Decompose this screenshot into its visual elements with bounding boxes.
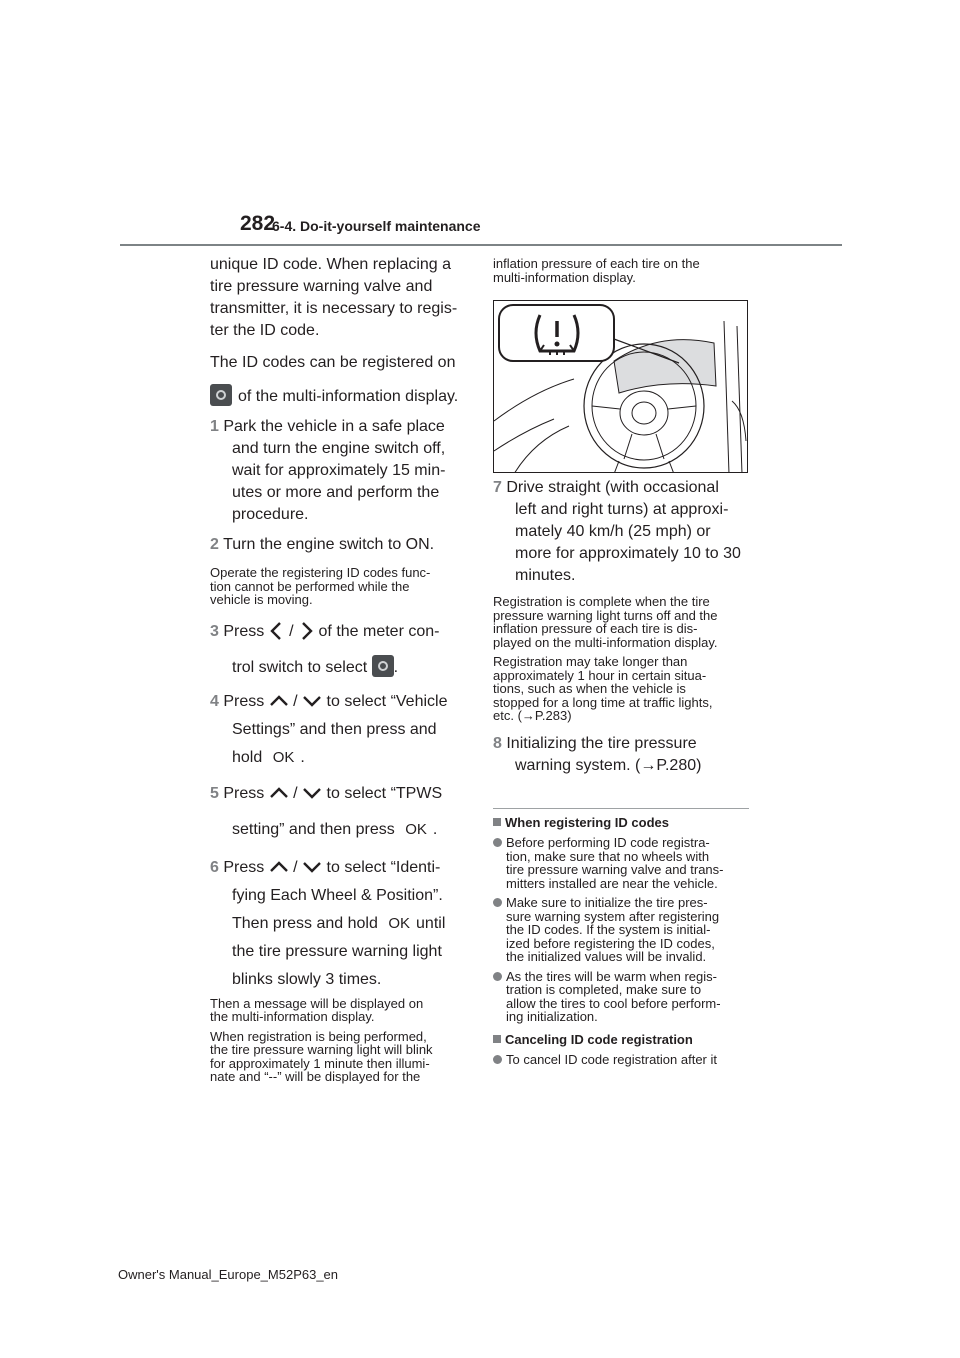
text-line: approximately 1 hour in certain situa- [493, 667, 707, 683]
step-number: 2 [210, 536, 219, 553]
header-rule [120, 244, 842, 246]
bullet-dot-icon [493, 972, 502, 981]
text-line: etc. (→P.283) [493, 708, 572, 723]
text-span: Press [223, 784, 265, 802]
dashboard-illustration [493, 300, 748, 473]
text-line: played on the multi-information display. [493, 634, 718, 650]
text-span: allow the tires to cool before perform- [506, 995, 721, 1011]
step-2 [210, 534, 470, 556]
text-line: Settings” and then press and [232, 720, 437, 738]
text-line [210, 691, 470, 713]
text-line: blinks slowly 3 times. [232, 970, 382, 988]
text-line: pressure warning light turns off and the [493, 607, 718, 623]
section-title: 6-4. Do-it-yourself maintenance [272, 218, 481, 234]
text-line: the multi-information display. [210, 1009, 375, 1024]
text-span: As the tires will be warm when regis- [506, 968, 717, 984]
text-span: / [293, 784, 298, 802]
text-line: wait for approximately 15 min- [232, 462, 446, 479]
text-span: Canceling ID code registration [505, 1031, 693, 1047]
left-column [210, 254, 470, 1084]
text-line: inflation pressure of each tire is dis- [493, 621, 698, 636]
text-span: to select “Vehicle [326, 692, 448, 710]
text-line: warning system. (→P.280) [515, 756, 702, 774]
step-number: 4 [210, 692, 219, 710]
text-line: left and right turns) at approxi- [515, 501, 729, 518]
text-span: Turn the engine switch to ON. [223, 536, 435, 553]
bullet-dot-icon [493, 1055, 502, 1064]
text-span: / [293, 858, 298, 876]
text-line [210, 416, 470, 438]
text-span: ing initialization. [506, 1009, 598, 1024]
divider [493, 808, 749, 809]
text-span: . [300, 748, 305, 766]
text-span: Make sure to initialize the tire pres- [506, 895, 708, 910]
text-line [210, 384, 470, 408]
paragraph-intro [210, 254, 470, 342]
bullet-dot-icon [493, 898, 502, 907]
text-span: to select “Identi- [326, 858, 441, 876]
text-span: until [416, 914, 446, 932]
text-line: multi-information display. [493, 269, 636, 285]
text-span: hold [232, 748, 263, 766]
text-span: When registering ID codes [505, 815, 669, 830]
text-span: / [289, 622, 294, 640]
note-complete [493, 595, 749, 649]
text-span: the initialized values will be invalid. [506, 949, 707, 964]
text-span: of the multi-information display. [238, 388, 459, 405]
text-span: the ID codes. If the system is initial- [506, 922, 711, 937]
steering-wheel-illustration [494, 301, 748, 473]
text-line: vehicle is moving. [210, 592, 313, 607]
settings-icon [210, 384, 232, 406]
step-7 [493, 477, 749, 587]
text-line: unique ID code. When replacing a [210, 256, 452, 273]
text-span: Park the vehicle in a safe place [223, 418, 445, 435]
text-line [210, 747, 470, 769]
text-span: mitters installed are near the vehicle. [506, 875, 718, 891]
text-line: for approximately 1 minute then illumi- [210, 1055, 430, 1071]
text-line [210, 857, 470, 879]
chevron-down-icon [302, 786, 322, 800]
text-line: ter the ID code. [210, 322, 320, 339]
step-4 [210, 691, 470, 769]
text-span: . [393, 658, 399, 676]
text-line [210, 819, 470, 841]
text-span: / [293, 692, 298, 710]
note-longer [493, 655, 749, 723]
text-line [210, 783, 470, 805]
paragraph-register [210, 352, 470, 408]
text-span: setting” and then press [232, 820, 395, 838]
text-line: stopped for a long time at traffic lights, [493, 694, 713, 710]
notes-section [493, 815, 749, 1066]
text-span: tration is completed, make sure to [506, 982, 702, 997]
step-1 [210, 416, 470, 526]
text-span: trol switch to select [232, 658, 368, 676]
text-line: The ID codes can be registered on [210, 354, 456, 371]
text-span: Then press and hold [232, 914, 378, 932]
step-number: 1 [210, 418, 219, 435]
text-line: mately 40 km/h (25 mph) or [515, 523, 711, 540]
text-line: procedure. [232, 506, 309, 523]
bullet-item [493, 896, 749, 964]
chevron-up-icon [269, 860, 289, 874]
text-line [210, 621, 470, 643]
text-span: tion, make sure that no wheels with [506, 848, 710, 864]
step-number: 6 [210, 858, 219, 876]
text-line [210, 655, 470, 679]
text-line [210, 913, 470, 935]
text-span: ized before registering the ID codes, [506, 935, 715, 951]
text-span: Press [223, 692, 265, 710]
footer-text: Owner's Manual_Europe_M52P63_en [118, 1267, 339, 1282]
text-span: to select “TPWS [326, 784, 443, 802]
text-line: more for approximately 10 to 30 [515, 545, 741, 562]
heading-registering [493, 815, 749, 830]
right-top-text [493, 257, 749, 284]
text-span: Before performing ID code registra- [506, 835, 710, 850]
text-span: Drive straight (with occasional [506, 479, 719, 496]
chevron-left-icon [269, 621, 285, 641]
text-span: sure warning system after registering [506, 908, 720, 924]
step-number: 5 [210, 784, 219, 802]
note-message [210, 997, 470, 1024]
ok-icon: OK [388, 914, 411, 932]
note-moving [210, 566, 470, 607]
text-line: tion cannot be performed while the [210, 578, 410, 594]
bullet-item [493, 970, 749, 1024]
square-bullet-icon [493, 1035, 501, 1043]
bullet-dot-icon [493, 838, 502, 847]
text-span: of the meter con- [318, 622, 440, 640]
text-line [493, 477, 749, 499]
right-column [493, 477, 749, 777]
text-line: the tire pressure warning light [232, 942, 442, 960]
text-span: Press [223, 858, 265, 876]
square-bullet-icon [493, 818, 501, 826]
text-span: Press [223, 622, 265, 640]
text-line: Registration may take longer than [493, 654, 688, 669]
text-span: Initializing the tire pressure [506, 734, 697, 752]
note-inflation [493, 257, 749, 284]
text-line: tire pressure warning valve and [210, 278, 433, 295]
text-line [493, 733, 749, 755]
step-number: 3 [210, 622, 219, 640]
text-line: nate and “--” will be displayed for the [210, 1069, 421, 1084]
text-line: and turn the engine switch off, [232, 440, 446, 457]
text-line: Registration is complete when the tire [493, 594, 710, 609]
text-span: tire pressure warning valve and trans- [506, 862, 724, 877]
text-line: the tire pressure warning light will blink [210, 1042, 433, 1057]
step-6 [210, 857, 470, 991]
chevron-up-icon [269, 694, 289, 708]
chevron-right-icon [298, 621, 314, 641]
chevron-up-icon [269, 786, 289, 800]
step-3 [210, 621, 470, 679]
text-line: minutes. [515, 567, 576, 584]
text-line: Then a message will be displayed on [210, 995, 424, 1011]
text-line: inflation pressure of each tire on the [493, 256, 700, 271]
chevron-down-icon [302, 860, 322, 874]
bullet-item [493, 836, 749, 890]
ok-icon: OK [405, 820, 427, 838]
page-number: 282 [240, 212, 276, 235]
text-line: When registration is being performed, [210, 1028, 427, 1044]
step-5 [210, 783, 470, 841]
heading-canceling [493, 1032, 749, 1047]
text-span: . [432, 820, 438, 838]
text-line: transmitter, it is necessary to regis- [210, 300, 458, 317]
step-8 [493, 733, 749, 777]
step-number: 8 [493, 734, 502, 752]
bullet-item [493, 1053, 749, 1067]
ok-icon: OK [272, 748, 295, 766]
text-line: tions, such as when the vehicle is [493, 681, 686, 696]
text-line: Operate the registering ID codes func- [210, 565, 431, 580]
step-number: 7 [493, 479, 502, 496]
text-line [210, 534, 470, 556]
chevron-down-icon [302, 694, 322, 708]
settings-icon [372, 655, 394, 677]
text-span: To cancel ID code registration after it [506, 1051, 717, 1067]
text-line: fying Each Wheel & Position”. [232, 886, 443, 904]
text-line: utes or more and perform the [232, 484, 440, 501]
note-registration [210, 1030, 470, 1084]
